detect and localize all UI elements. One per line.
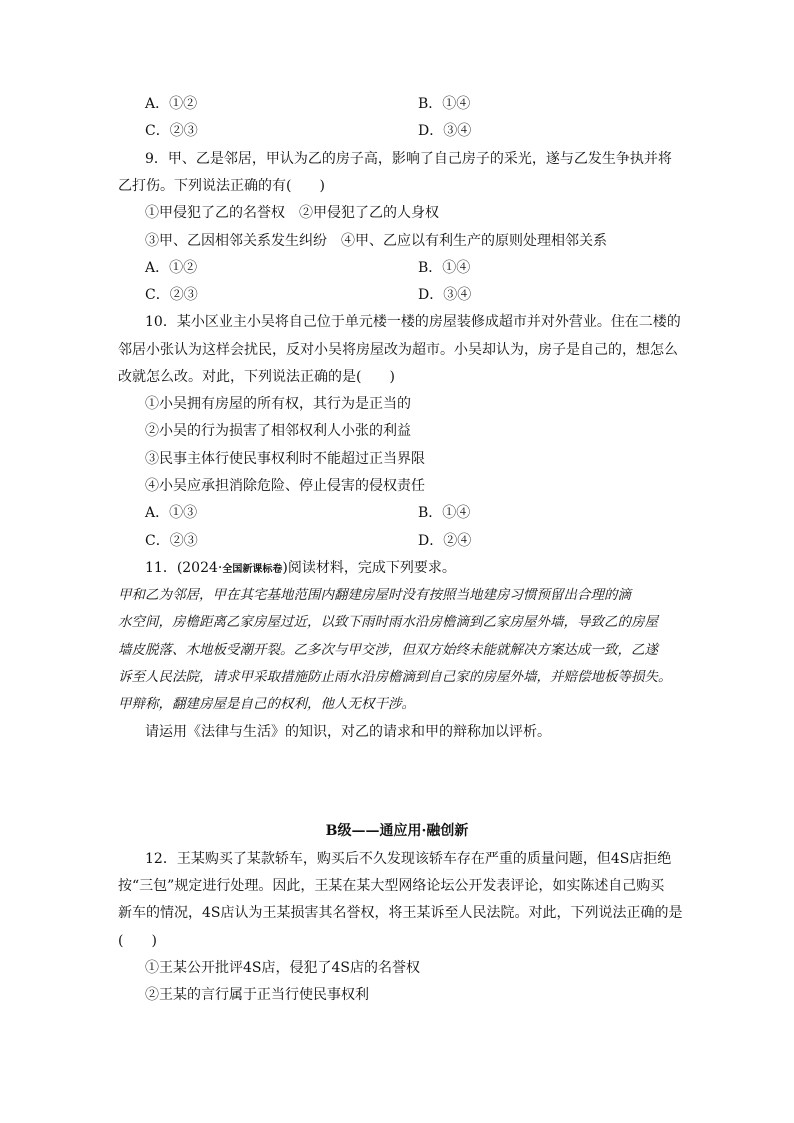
q11-stem (145, 558, 456, 580)
q12-stem-line: ( ) (118, 933, 157, 949)
q8-option-c: C．②③ (145, 123, 198, 139)
q11-request: 请运用《法律与生活》的知识，对乙的请求和甲的辩称加以评析。 (145, 724, 551, 740)
q11-number: 11．(2024· (145, 560, 223, 576)
q9-option-d: D．③④ (418, 287, 472, 303)
q10-stem-line: 邻居小张认为这样会扰民，反对小吴将房屋改为超市。小吴却认为，房子是自己的，想怎么 (118, 342, 678, 358)
q9-stem-line: 乙打伤。下列说法正确的有( ) (118, 178, 325, 194)
section-b-heading: B级——通应用·融创新 (325, 823, 469, 839)
q11-material-line: 墙皮脱落、木地板受潮开裂。乙多次与甲交涉，但双方始终未能就解决方案达成一致，乙遂 (118, 642, 658, 658)
q8-option-b: B．①④ (418, 96, 471, 112)
q10-item: ④小吴应承担消除危险、停止侵害的侵权责任 (145, 478, 425, 494)
q9-stem-line: 9．甲、乙是邻居，甲认为乙的房子高，影响了自己房子的采光，遂与乙发生争执并将 (145, 151, 672, 167)
q9-option-c: C．②③ (145, 287, 198, 303)
q12-item: ②王某的言行属于正当行使民事权利 (145, 987, 369, 1003)
q11-source: 全国新课标卷 (222, 564, 283, 575)
q10-stem-line: 改就怎么改。对此，下列说法正确的是( ) (118, 369, 395, 385)
q10-item: ②小吴的行为损害了相邻权利人小张的利益 (145, 423, 411, 439)
q10-option-a: A．①③ (145, 505, 198, 521)
q10-item: ①小吴拥有房屋的所有权，其行为是正当的 (145, 396, 411, 412)
q11-material-line: 甲和乙为邻居，甲在其宅基地范围内翻建房屋时没有按照当地建房习惯预留出合理的滴 (118, 587, 631, 603)
q12-stem-line: 新车的情况，4S店认为王某损害其名誉权，将王某诉至人民法院。对此，下列说法正确的是 (118, 905, 683, 921)
q10-option-b: B．①④ (418, 505, 471, 521)
q9-option-a: A．①② (145, 260, 198, 276)
q9-item-line: ①甲侵犯了乙的名誉权 ②甲侵犯了乙的人身权 (145, 205, 439, 221)
q11-material-line: 诉至人民法院，请求甲采取措施防止雨水沿房檐滴到自己家的房屋外墙，并赔偿地板等损失。 (118, 669, 672, 685)
q10-item: ③民事主体行使民事权利时不能超过正当界限 (145, 451, 425, 467)
q10-stem-line: 10．某小区业主小吴将自己位于单元楼一楼的房屋装修成超市并对外营业。住在二楼的 (145, 314, 681, 330)
q11-material-line: 水空间，房檐距离乙家房屋过近，以致下雨时雨水沿房檐滴到乙家房屋外墙，导致乙的房屋 (118, 614, 658, 630)
q9-option-b: B．①④ (418, 260, 471, 276)
q12-stem-line: 12．王某购买了某款轿车，购买后不久发现该轿车存在严重的质量问题，但4S店拒绝 (145, 851, 672, 867)
q10-option-c: C．②③ (145, 533, 198, 549)
q12-item: ①王某公开批评4S店，侵犯了4S店的名誉权 (145, 960, 420, 976)
q12-stem-line: 按“三包”规定进行处理。因此，王某在某大型网络论坛公开发表评论，如实陈述自己购买 (118, 878, 665, 894)
q10-option-d: D．②④ (418, 533, 472, 549)
q8-option-a: A．①② (145, 96, 198, 112)
q11-material-line: 甲辩称，翻建房屋是自己的权利，他人无权干涉。 (118, 696, 415, 712)
q9-item-line: ③甲、乙因相邻关系发生纠纷 ④甲、乙应以有利生产的原则处理相邻关系 (145, 233, 607, 249)
q8-option-d: D．③④ (418, 123, 472, 139)
q11-instruction: )阅读材料，完成下列要求。 (282, 560, 456, 576)
